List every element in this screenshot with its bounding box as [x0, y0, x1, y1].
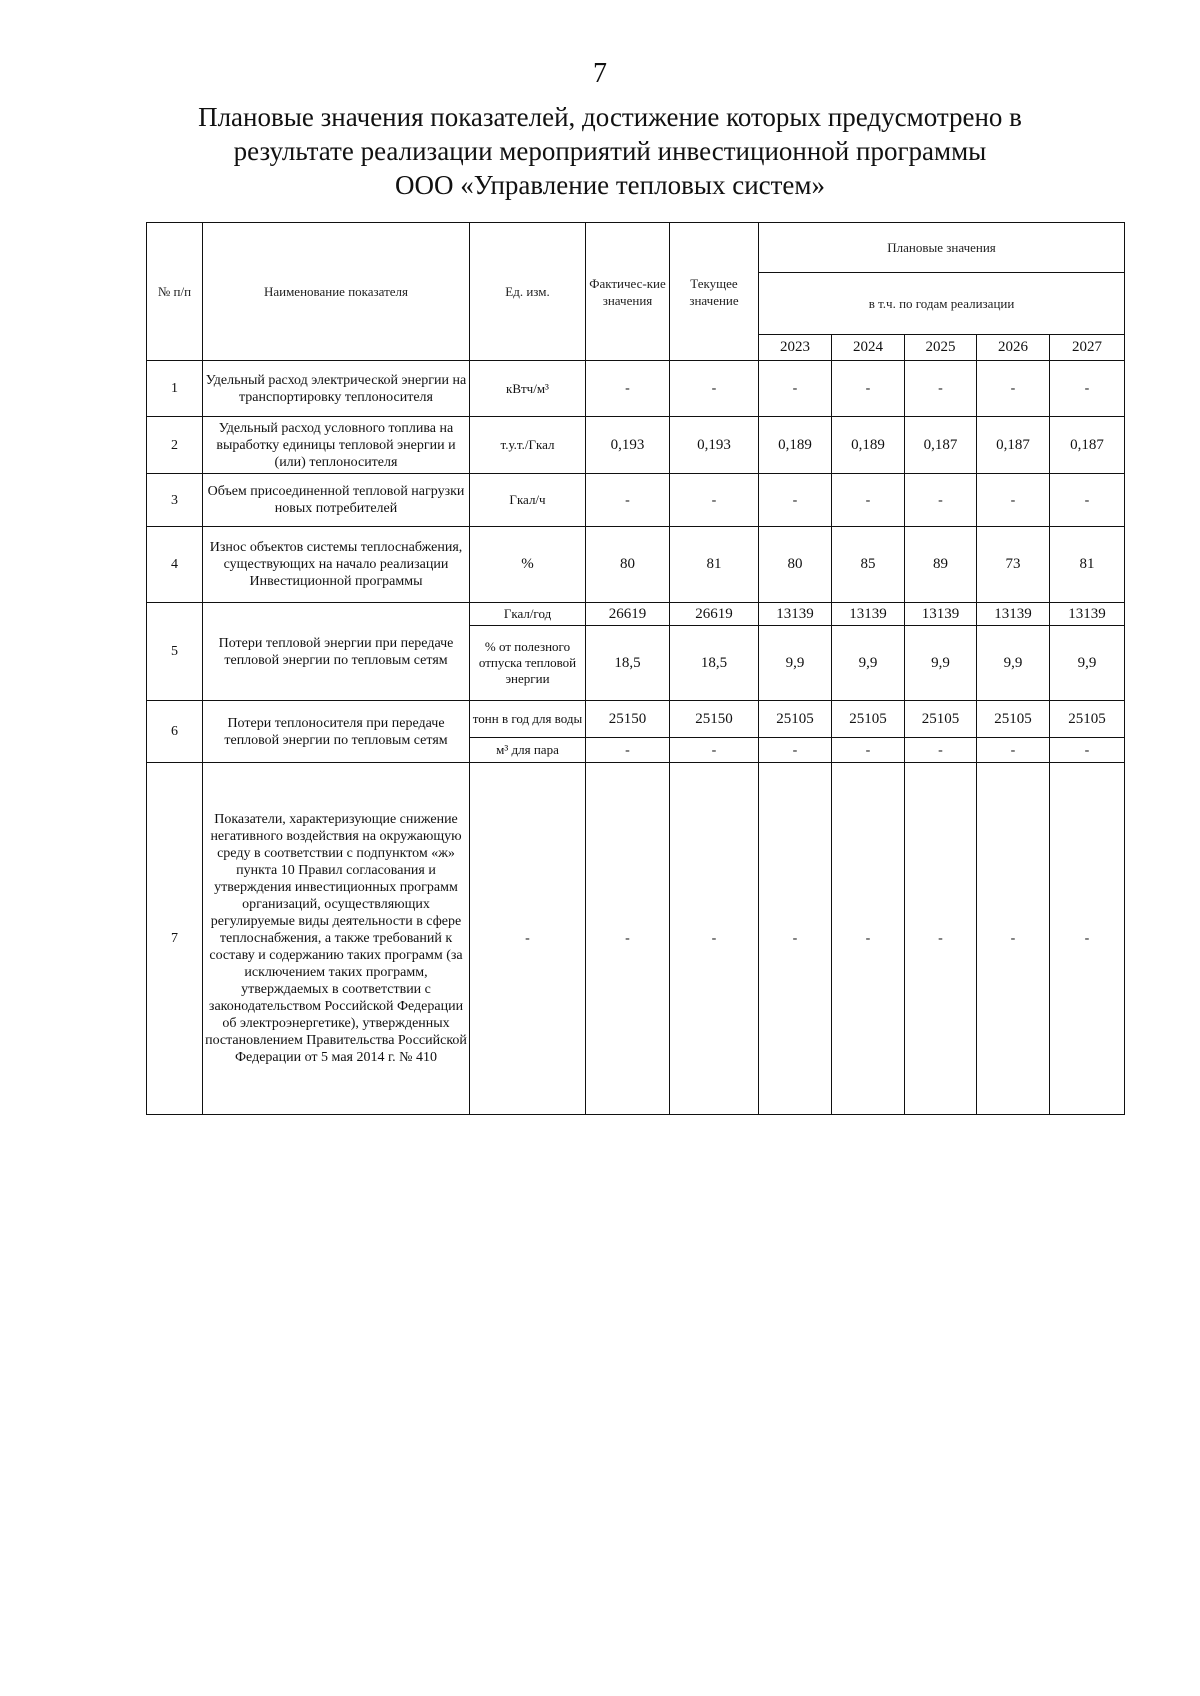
title-line: результате реализации мероприятий инвестиционной программы	[233, 136, 987, 166]
value-cell: 26619	[670, 603, 759, 626]
value-cell: 9,9	[977, 626, 1050, 701]
row-num: 6	[147, 701, 203, 763]
value-cell: -	[670, 474, 759, 527]
row-name: Удельный расход условного топлива на выработку единицы тепловой энергии и (или) теплоносителя	[203, 417, 470, 474]
row-name: Потери теплоносителя при передаче тепловой энергии по тепловым сетям	[203, 701, 470, 763]
value-cell: 0,189	[759, 417, 832, 474]
row-num: 5	[147, 603, 203, 701]
row-unit: м³ для пара	[470, 738, 586, 763]
value-cell: 18,5	[586, 626, 670, 701]
row-name: Потери тепловой энергии при передаче тепловой энергии по тепловым сетям	[203, 603, 470, 701]
row-num: 4	[147, 527, 203, 603]
value-cell: 73	[977, 527, 1050, 603]
value-cell: -	[670, 738, 759, 763]
row-name: Износ объектов системы теплоснабжения, существующих на начало реализации Инвестиционной программы	[203, 527, 470, 603]
value-cell: 80	[586, 527, 670, 603]
value-cell: 9,9	[832, 626, 905, 701]
value-cell: 26619	[586, 603, 670, 626]
table-row	[147, 701, 1125, 738]
value-cell: 18,5	[670, 626, 759, 701]
value-cell: -	[977, 738, 1050, 763]
row-num: 1	[147, 361, 203, 417]
header-current: Текущее значение	[670, 223, 759, 361]
row-unit: Гкал/год	[470, 603, 586, 626]
header-year: 2027	[1050, 335, 1125, 361]
value-cell: 13139	[905, 603, 977, 626]
value-cell: 89	[905, 527, 977, 603]
page-number: 7	[593, 58, 607, 89]
value-cell: -	[759, 763, 832, 1115]
value-cell: -	[905, 738, 977, 763]
value-cell: 25105	[832, 701, 905, 738]
row-unit: Гкал/ч	[470, 474, 586, 527]
value-cell: 25105	[1050, 701, 1125, 738]
row-name: Показатели, характеризующие снижение негативного воздействия на окружающую среду в соответствии с подпунктом «ж» пункта 10 Правил согласования и утверждения инвестиционных программ организаций, осуществляющих регулируемые виды деятельности в сфере теплоснабжения, а также требований к составу и содержанию таких программ (за исключением таких программ, утверждаемых в соответствии с законодательством Российской Федерации об электроэнергетике), утвержденных постановлением Правительства Российской Федерации от 5 мая 2014 г. № 410	[203, 763, 470, 1115]
value-cell: -	[905, 474, 977, 527]
value-cell: 0,189	[832, 417, 905, 474]
title-line: Плановые значения показателей, достижение которых предусмотрено в	[198, 102, 1022, 132]
value-cell: -	[586, 474, 670, 527]
value-cell: -	[977, 361, 1050, 417]
value-cell: -	[905, 361, 977, 417]
value-cell: 25105	[977, 701, 1050, 738]
header-planned: Плановые значения	[759, 223, 1125, 273]
value-cell: 9,9	[905, 626, 977, 701]
document-title	[150, 100, 1070, 202]
value-cell: -	[832, 738, 905, 763]
value-cell: -	[832, 474, 905, 527]
header-num: № п/п	[147, 223, 203, 361]
value-cell: -	[759, 474, 832, 527]
value-cell: 13139	[1050, 603, 1125, 626]
value-cell: 9,9	[759, 626, 832, 701]
table-row	[147, 763, 1125, 1115]
row-num: 3	[147, 474, 203, 527]
value-cell: -	[832, 361, 905, 417]
table-row	[147, 603, 1125, 626]
row-unit: %	[470, 527, 586, 603]
indicators-table	[146, 222, 1125, 1115]
row-num: 2	[147, 417, 203, 474]
table-row	[147, 361, 1125, 417]
value-cell: 81	[1050, 527, 1125, 603]
value-cell: -	[759, 738, 832, 763]
header-by-years: в т.ч. по годам реализации	[759, 273, 1125, 335]
value-cell: 25105	[905, 701, 977, 738]
value-cell: -	[586, 738, 670, 763]
value-cell: 85	[832, 527, 905, 603]
value-cell: 13139	[832, 603, 905, 626]
row-unit: тонн в год для воды	[470, 701, 586, 738]
value-cell: 0,187	[1050, 417, 1125, 474]
value-cell: -	[670, 361, 759, 417]
value-cell: -	[759, 361, 832, 417]
value-cell: 25105	[759, 701, 832, 738]
value-cell: 25150	[670, 701, 759, 738]
header-actual: Фактичес-кие значения	[586, 223, 670, 361]
value-cell: -	[832, 763, 905, 1115]
value-cell: -	[586, 361, 670, 417]
value-cell: 25150	[586, 701, 670, 738]
header-year: 2026	[977, 335, 1050, 361]
table-row	[147, 474, 1125, 527]
value-cell: 0,193	[586, 417, 670, 474]
value-cell: 9,9	[1050, 626, 1125, 701]
row-unit: -	[470, 763, 586, 1115]
value-cell: 0,187	[905, 417, 977, 474]
row-unit: % от полезного отпуска тепловой энергии	[470, 626, 586, 701]
value-cell: -	[905, 763, 977, 1115]
value-cell: -	[977, 474, 1050, 527]
value-cell: -	[1050, 738, 1125, 763]
table-row	[147, 527, 1125, 603]
value-cell: 13139	[759, 603, 832, 626]
row-num: 7	[147, 763, 203, 1115]
value-cell: 0,193	[670, 417, 759, 474]
header-year: 2025	[905, 335, 977, 361]
value-cell: 13139	[977, 603, 1050, 626]
value-cell: -	[1050, 361, 1125, 417]
title-line: ООО «Управление тепловых систем»	[394, 170, 826, 200]
value-cell: -	[1050, 763, 1125, 1115]
header-year: 2023	[759, 335, 832, 361]
header-name: Наименование показателя	[203, 223, 470, 361]
row-unit: т.у.т./Гкал	[470, 417, 586, 474]
value-cell: -	[1050, 474, 1125, 527]
header-year: 2024	[832, 335, 905, 361]
table-row	[147, 417, 1125, 474]
value-cell: 81	[670, 527, 759, 603]
value-cell: -	[586, 763, 670, 1115]
value-cell: -	[670, 763, 759, 1115]
value-cell: -	[977, 763, 1050, 1115]
value-cell: 0,187	[977, 417, 1050, 474]
value-cell: 80	[759, 527, 832, 603]
row-name: Удельный расход электрической энергии на транспортировку теплоносителя	[203, 361, 470, 417]
row-unit: кВтч/м³	[470, 361, 586, 417]
header-unit: Ед. изм.	[470, 223, 586, 361]
row-name: Объем присоединенной тепловой нагрузки новых потребителей	[203, 474, 470, 527]
